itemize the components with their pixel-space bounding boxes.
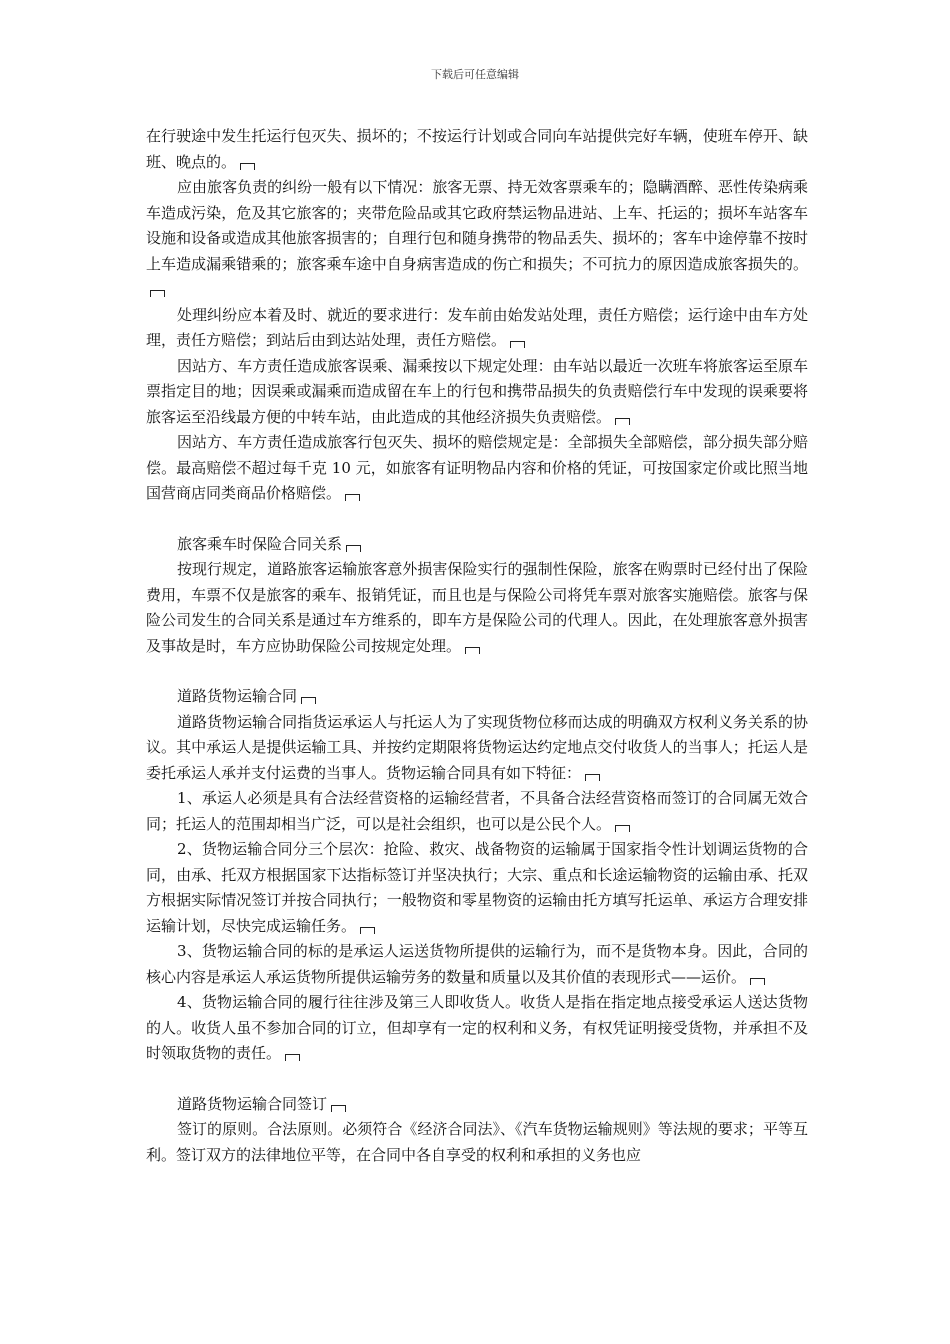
paragraph-mark-icon (465, 647, 480, 654)
paragraph-mark-icon (615, 418, 630, 425)
paragraph-mark-icon (240, 163, 255, 170)
paragraph-text: 因站方、车方责任造成旅客行包灭失、损坏的赔偿规定是：全部损失全部赔偿，部分损失部分赔偿。最高赔偿不超过每千克 10 元，如旅客有证明物品内容和价格的凭证，可按国家定价或比照当地国营商店同类商品价格赔偿。 (146, 433, 808, 502)
paragraph (146, 786, 808, 837)
paragraph (146, 684, 808, 710)
paragraph-text: 道路货物运输合同签订 (177, 1094, 328, 1113)
paragraph (146, 1092, 808, 1118)
paragraph-text: 在行驶途中发生托运行包灭失、损坏的；不按运行计划或合同向车站提供完好车辆，使班车停开、缺班、晚点的。 (146, 127, 808, 171)
paragraph-text: 1、承运人必须是具有合法经营资格的运输经营者，不具备合法经营资格而签订的合同属无效合同；托运人的范围却相当广泛，可以是社会组织，也可以是公民个人。 (146, 789, 808, 833)
paragraph-spacer (146, 507, 808, 532)
paragraph (146, 430, 808, 507)
paragraph-text: 按现行规定，道路旅客运输旅客意外损害保险实行的强制性保险，旅客在购票时已经付出了保险费用，车票不仅是旅客的乘车、报销凭证，而且也是与保险公司将凭车票对旅客实施赔偿。旅客与保险公司发生的合同关系是通过车方维系的，即车方是保险公司的代理人。因此，在处理旅客意外损害及事故是时，车方应协助保险公司按规定处理。 (146, 560, 808, 655)
paragraph-mark-icon (150, 290, 165, 297)
paragraph (146, 532, 808, 558)
paragraph-mark-icon (285, 1054, 300, 1061)
paragraph (146, 354, 808, 431)
paragraph-text: 签订的原则。合法原则。必须符合《经济合同法》、《汽车货物运输规则》等法规的要求；平等互利。签订双方的法律地位平等，在合同中各自享受的权利和承担的义务也应 (146, 1120, 808, 1164)
paragraph-mark-icon (345, 494, 360, 501)
paragraph (146, 990, 808, 1067)
paragraph (146, 124, 808, 175)
paragraph-mark-icon (301, 697, 316, 704)
paragraph-text: 应由旅客负责的纠纷一般有以下情况：旅客无票、持无效客票乘车的；隐瞒酒醉、恶性传染病乘车造成污染，危及其它旅客的；夹带危险品或其它政府禁运物品进站、上车、托运的；损坏车站客车设施和设备或造成其他旅客损害的；自理行包和随身携带的物品丢失、损坏的；客车中途停靠不按时上车造成漏乘错乘的；旅客乘车途中自身病害造成的伤亡和损失；不可抗力的原因造成旅客损失的。 (146, 178, 808, 273)
paragraph-text: 因站方、车方责任造成旅客误乘、漏乘按以下规定处理：由车站以最近一次班车将旅客运至原车票指定目的地；因误乘或漏乘而造成留在车上的行包和携带品损失的负责赔偿行车中发现的误乘要将旅客运至沿线最方便的中转车站，由此造成的其他经济损失负责赔偿。 (146, 356, 808, 426)
paragraph-text: 道路货物运输合同 (177, 687, 298, 705)
paragraph-mark-icon (615, 825, 630, 832)
paragraph (146, 837, 808, 939)
paragraph-text: 处理纠纷应本着及时、就近的要求进行：发车前由始发站处理，责任方赔偿；运行途中由车方处理，责任方赔偿；到站后由到达站处理，责任方赔偿。 (146, 305, 808, 349)
paragraph-mark-icon (360, 927, 375, 934)
paragraph-text: 道路货物运输合同指货运承运人与托运人为了实现货物位移而达成的明确双方权利义务关系的协议。其中承运人是提供运输工具、并按约定期限将货物运达约定地点交付收货人的当事人；托运人是委托承运人承并支付运费的当事人。货物运输合同具有如下特征： (146, 712, 808, 782)
paragraph-spacer (146, 659, 808, 684)
paragraph-text: 4、货物运输合同的履行往往涉及第三人即收货人。收货人是指在指定地点接受承运人送达货物的人。收货人虽不参加合同的订立，但却享有一定的权利和义务，有权凭证明接受货物，并承担不及时领取货物的责任。 (146, 993, 808, 1062)
paragraph (146, 939, 808, 990)
page-header: 下载后可任意编辑 (431, 68, 519, 81)
paragraph-text: 3、货物运输合同的标的是承运人运送货物所提供的运输行为，而不是货物本身。因此，合同的核心内容是承运人承运货物所提供运输劳务的数量和质量以及其价值的表现形式——运价。 (146, 942, 808, 986)
document-body (146, 124, 808, 1168)
paragraph-mark-icon (750, 978, 765, 985)
paragraph (146, 175, 808, 303)
paragraph (146, 303, 808, 354)
paragraph-spacer (146, 1067, 808, 1092)
paragraph (146, 710, 808, 787)
paragraph-mark-icon (346, 545, 361, 552)
paragraph-mark-icon (585, 774, 600, 781)
paragraph-mark-icon (510, 341, 525, 348)
paragraph-text: 旅客乘车时保险合同关系 (177, 534, 343, 553)
paragraph-text: 2、货物运输合同分三个层次：抢险、救灾、战备物资的运输属于国家指令性计划调运货物的合同，由承、托双方根据国家下达指标签订并坚决执行；大宗、重点和长途运输物资的运输由承、托双方根据实际情况签订并按合同执行；一般物资和零星物资的运输由托方填写托运单、承运方合理安排运输计划，尽快完成运输任务。 (146, 840, 808, 935)
paragraph (146, 1117, 808, 1168)
paragraph-mark-icon (331, 1105, 346, 1112)
paragraph (146, 557, 808, 659)
